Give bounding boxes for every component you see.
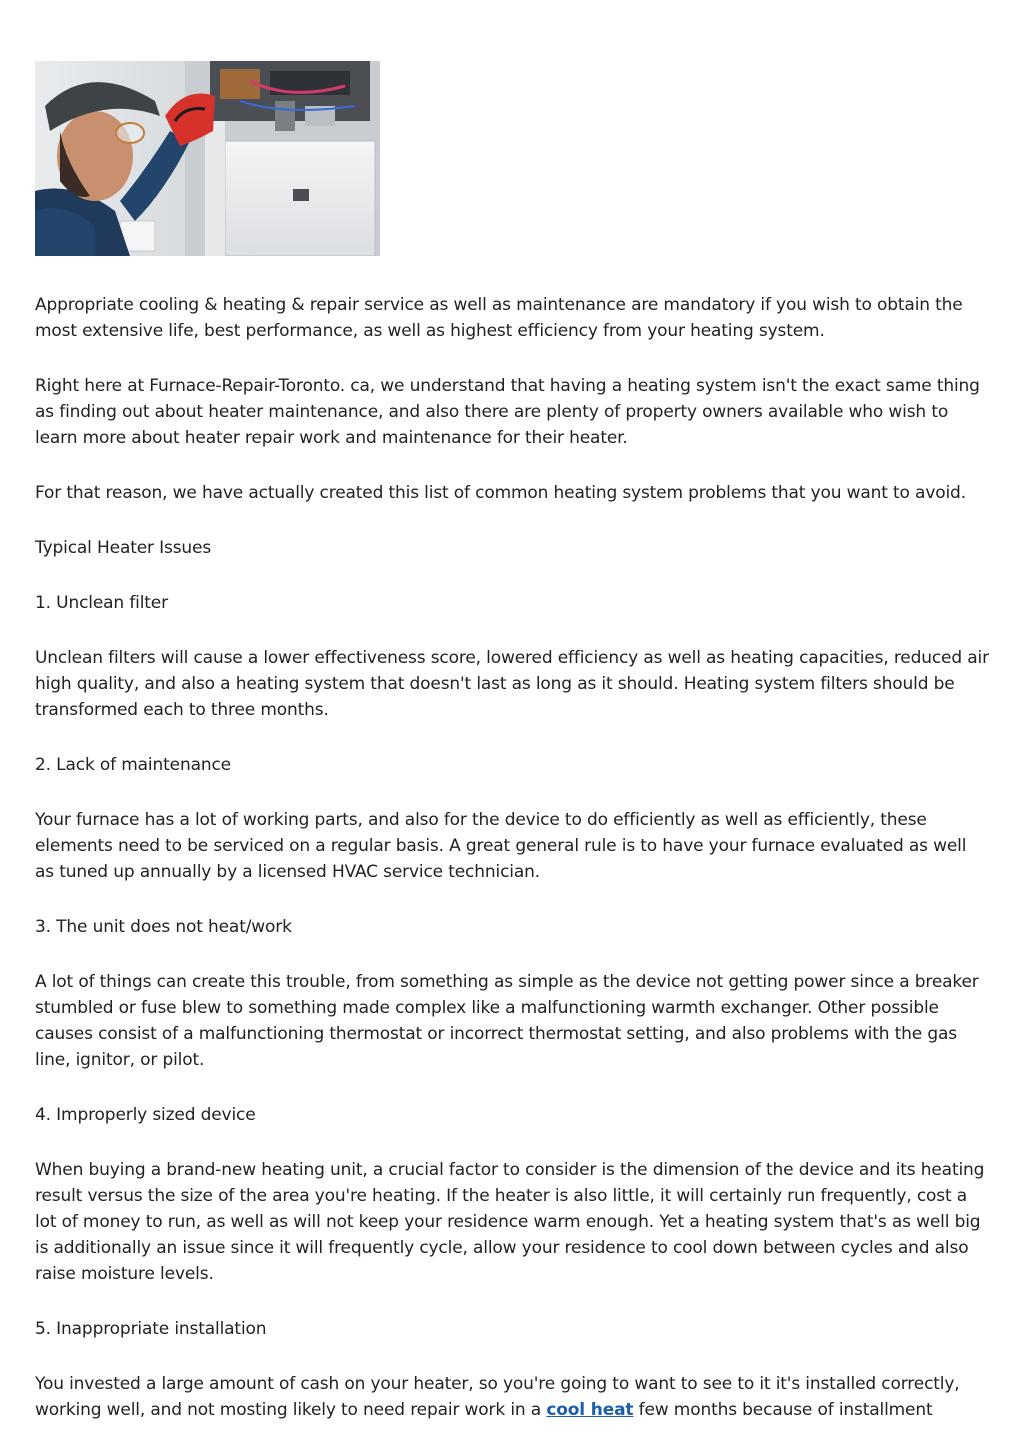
item-5-body-before: You invested a large amount of cash on your heater, so you're going to want to see to it it's installed correctly, working well, and not mosting likely to need repair work in a bbox=[35, 1374, 960, 1420]
intro-paragraph: Appropriate cooling & heating & repair service as well as maintenance are mandatory if you wish to obtain the most extensive life, best performance, as well as highest efficiency from your heating system. bbox=[35, 295, 963, 341]
item-4-body: When buying a brand-new heating unit, a crucial factor to consider is the dimension of the device and its heating result versus the size of the area you're heating. If the heater is also little, it will certainly run frequently, cost a lot of money to run, as well as will not keep your residence warm enough. Yet a heating system that's as well big is additionally an issue since it will frequently cycle, allow your residence to cool down between cycles and also raise moisture levels. bbox=[35, 1160, 985, 1284]
item-5-body-after: few months because of installment bbox=[633, 1400, 933, 1420]
item-2-body: Your furnace has a lot of working parts, and also for the device to do efficiently as well as efficiently, these elements need to be serviced on a regular basis. A great general rule is to have your furnace evaluated as well as tuned up annually by a licensed HVAC service technician. bbox=[35, 810, 967, 882]
item-3-body: A lot of things can create this trouble, from something as simple as the device not getting power since a breaker stumbled or fuse blew to something made complex like a malfunctioning warmth exchanger. Other possible causes consist of a malfunctioning thermostat or incorrect thermostat setting, and also problems with the gas line, ignitor, or pilot. bbox=[35, 972, 979, 1070]
cool-heat-link[interactable]: cool heat bbox=[546, 1400, 634, 1420]
item-1-title: 1. Unclean filter bbox=[35, 593, 168, 613]
item-5-body bbox=[35, 1371, 990, 1423]
item-1-body: Unclean filters will cause a lower effectiveness score, lowered efficiency as well as heating capacities, reduced air high quality, and also a heating system that doesn't last as long as it should. Heating system filters should be transformed each to three months. bbox=[35, 648, 989, 720]
about-paragraph: Right here at Furnace-Repair-Toronto. ca, we understand that having a heating system isn't the exact same thing as finding out about heater maintenance, and also there are plenty of property owners available who wish to learn more about heater repair work and maintenance for their heater. bbox=[35, 376, 980, 448]
technician-photo bbox=[35, 61, 380, 256]
item-5-title: 5. Inappropriate installation bbox=[35, 1319, 267, 1339]
list-intro-paragraph: For that reason, we have actually created this list of common heating system problems that you want to avoid. bbox=[35, 483, 966, 503]
article bbox=[35, 61, 990, 1423]
item-4-title: 4. Improperly sized device bbox=[35, 1105, 256, 1125]
section-heading: Typical Heater Issues bbox=[35, 538, 212, 558]
item-3-title: 3. The unit does not heat/work bbox=[35, 917, 292, 937]
item-2-title: 2. Lack of maintenance bbox=[35, 755, 231, 775]
